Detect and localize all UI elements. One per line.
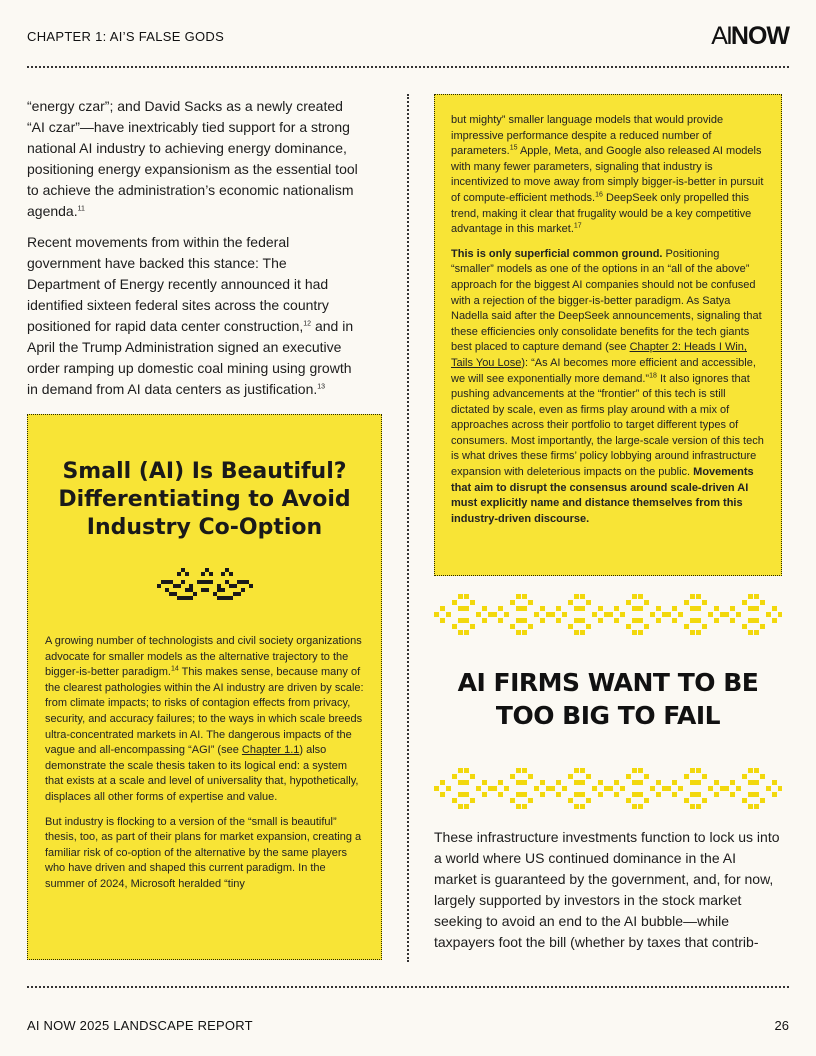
page-number: 26 xyxy=(774,1018,789,1033)
footer-divider xyxy=(27,986,789,988)
sidebar-paragraph-2: But industry is flocking to a version of the “small is beautiful” thesis, too, as part of their plans for market expansion, creating a familiar risk of co-option of the alternative by the same players who have driven and shaped this current paradigm. In the summer of 2024, Microsoft heralded “tiny xyxy=(45,815,362,890)
column-divider xyxy=(407,94,409,962)
pixel-ornament-icon xyxy=(157,568,253,604)
footnote-ref[interactable]: 18 xyxy=(649,371,657,379)
footnote-ref[interactable]: 13 xyxy=(317,383,326,391)
right-column-text xyxy=(434,827,782,963)
footnote-ref[interactable]: 14 xyxy=(170,665,179,673)
sidebar-paragraph-3: This is only superficial common ground. Positioning “smaller” models as one of the options in an “all of the above” approach for the biggest AI companies should not be confused with a rejection of the bigger-is-better paradigm. As Satya Nadella said after the DeepSeek announcements, signaling that these efficiencies only consolidate benefits for the tech giants best placed to capture demand (see Chapter 2: Heads I Win, Tails You Lose): “As AI becomes more efficient and accessible, we will see exponentially more demand.”$^{18}$ It also ignores that pushing advancements at the “frontier” of this tech is still dictated by scale, even as firms play around with a mix of approaches across their portfolio to target different types of consumers. Most importantly, the large-scale version of this tech is what drives these firms’ policy lobbying around infrastructure expansion with deleterious impacts on the public. Movements that aim to disrupt the consensus around scale-driven AI must explicitly name and distance themselves from this industry-driven discourse. xyxy=(451,247,764,525)
sidebar-body xyxy=(45,634,364,893)
right-paragraph-1: These infrastructure investments function to lock us into a world where US continued dominance in the AI market is guaranteed by the government, and, for now, largely supported by investors in the stock market seeking to avoid an end to the AI bubble—while taxpayers foot the bill (whether by taxes that contrib- xyxy=(434,829,780,950)
left-paragraph-2: Recent movements from within the federal government have backed this stance: The Department of Energy recently announced it had identified sixteen federal sites across the country positioned for rapid data center construction,$^{12}$ and in April the Trump Administration signed an executive order ramping up domestic coal mining using growth in demand from AI data centers as justification.$^{13}$ xyxy=(27,234,354,397)
yellow-pixel-pattern-top xyxy=(434,594,782,636)
left-paragraph-1: “energy czar”; and David Sacks as a newly created “AI czar”—have inextricably tied support for a strong national AI industry to achieving energy dominance, positioning energy expansionism as the essential tool to achieve the administration’s economic nationalism agenda.$^{11}$ xyxy=(27,98,358,219)
logo-ai-part: AI xyxy=(711,22,731,50)
ainow-logo xyxy=(711,22,789,51)
logo-now-part: NOW xyxy=(730,22,789,50)
header-divider xyxy=(27,66,789,68)
yellow-pixel-pattern-bottom xyxy=(434,768,782,810)
sidebar-box-continued xyxy=(434,94,782,576)
footnote-ref[interactable]: 12 xyxy=(303,320,312,328)
sidebar-paragraph-1: A growing number of technologists and civil society organizations advocate for smaller models as the alternative trajectory to the bigger-is-better paradigm.$^{14}$ This makes sense, because many of the clearest pathologies within the AI industry are driven by scale: from climate impacts; to risks of contagion effects from privacy, security, and accuracy failures; to the ways in which scale breeds ultra-concentrated markets in AI. The dangerous impacts of the vague and all-encompassing “AGI” (see Chapter 1.1) also demonstrate the scale thesis taken to its logical end: a system that exists at a scale and level of universality that, hypothetically, displaces all other forms of expertise and value. xyxy=(45,635,364,803)
sidebar-box xyxy=(27,414,382,960)
section-heading: AI FIRMS WANT TO BE TOO BIG TO FAIL xyxy=(457,668,759,730)
chapter-1-1-link[interactable]: Chapter 1.1 xyxy=(241,744,300,757)
sidebar-title: Small (AI) Is Beautiful? Differentiating to Avoid Industry Co-Option xyxy=(58,459,351,540)
footnote-ref[interactable]: 11 xyxy=(77,205,85,213)
footnote-ref[interactable]: 16 xyxy=(595,191,603,199)
chapter-2-link[interactable]: Chapter 2: Heads I Win, Tails You Lose xyxy=(451,341,747,369)
report-title: AI NOW 2025 LANDSCAPE REPORT xyxy=(27,1018,253,1033)
chapter-title: CHAPTER 1: AI’S FALSE GODS xyxy=(27,29,225,44)
left-column xyxy=(27,96,359,410)
footnote-ref[interactable]: 17 xyxy=(573,222,582,230)
footnote-ref[interactable]: 15 xyxy=(509,144,518,152)
sidebar-paragraph-2-continued: but mighty” smaller language models that would provide impressive performance despite a reduced number of parameters.$^{15}$ Apple, Meta, and Google also released AI models with many fewer parameters, signaling that industry is incentivized to move away from simply bigger-is-better in pursuit of compute-efficient methods.$^{16}$ DeepSeek only propelled this trend, making it clear that frugality would be a key competitive advantage in this market.$^{17}$ xyxy=(451,114,764,236)
sidebar-continued-body xyxy=(451,113,765,527)
